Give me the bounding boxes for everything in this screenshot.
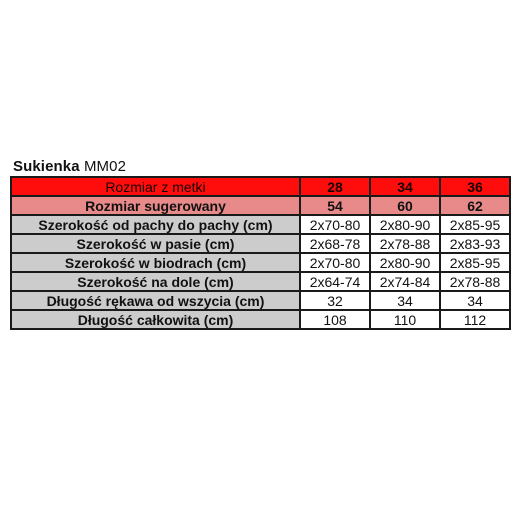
table-row: [11, 310, 510, 329]
measurement-cell: 2x64-74: [300, 272, 370, 291]
tag-size-cell: 34: [370, 177, 440, 196]
measurement-label: Szerokość w biodrach (cm): [11, 253, 300, 272]
measurement-cell: 2x70-80: [300, 253, 370, 272]
measurement-cell: 32: [300, 291, 370, 310]
table-row: [11, 291, 510, 310]
tag-size-cell: 36: [440, 177, 510, 196]
measurement-label: Szerokość w pasie (cm): [11, 234, 300, 253]
tag-size-cell: 28: [300, 177, 370, 196]
measurement-cell: 2x80-90: [370, 253, 440, 272]
product-code: MM02: [83, 158, 127, 175]
suggested-size-row: [11, 196, 510, 215]
suggested-size-cell: 60: [370, 196, 440, 215]
measurement-cell: 34: [440, 291, 510, 310]
suggested-size-cell: 54: [300, 196, 370, 215]
measurement-cell: 2x78-88: [440, 272, 510, 291]
measurement-cell: 2x78-88: [370, 234, 440, 253]
measurement-cell: 112: [440, 310, 510, 329]
measurement-label: Długość całkowita (cm): [11, 310, 300, 329]
measurement-cell: 2x68-78: [300, 234, 370, 253]
size-table: [10, 176, 511, 330]
measurement-label: Szerokość na dole (cm): [11, 272, 300, 291]
measurement-cell: 2x70-80: [300, 215, 370, 234]
measurement-cell: 108: [300, 310, 370, 329]
table-row: [11, 272, 510, 291]
measurement-cell: 34: [370, 291, 440, 310]
page-title: [13, 158, 126, 175]
table-row: [11, 234, 510, 253]
title-prefix: Sukienka: [13, 158, 84, 175]
measurement-cell: 2x85-95: [440, 215, 510, 234]
tag-size-row: [11, 177, 510, 196]
table-row: [11, 215, 510, 234]
table-row: [11, 253, 510, 272]
tag-size-label: Rozmiar z metki: [11, 177, 300, 196]
measurement-cell: 2x83-93: [440, 234, 510, 253]
measurement-cell: 2x80-90: [370, 215, 440, 234]
suggested-size-cell: 62: [440, 196, 510, 215]
measurement-label: Szerokość od pachy do pachy (cm): [11, 215, 300, 234]
measurement-cell: 2x74-84: [370, 272, 440, 291]
measurement-label: Długość rękawa od wszycia (cm): [11, 291, 300, 310]
measurement-cell: 110: [370, 310, 440, 329]
measurement-cell: 2x85-95: [440, 253, 510, 272]
suggested-size-label: Rozmiar sugerowany: [11, 196, 300, 215]
